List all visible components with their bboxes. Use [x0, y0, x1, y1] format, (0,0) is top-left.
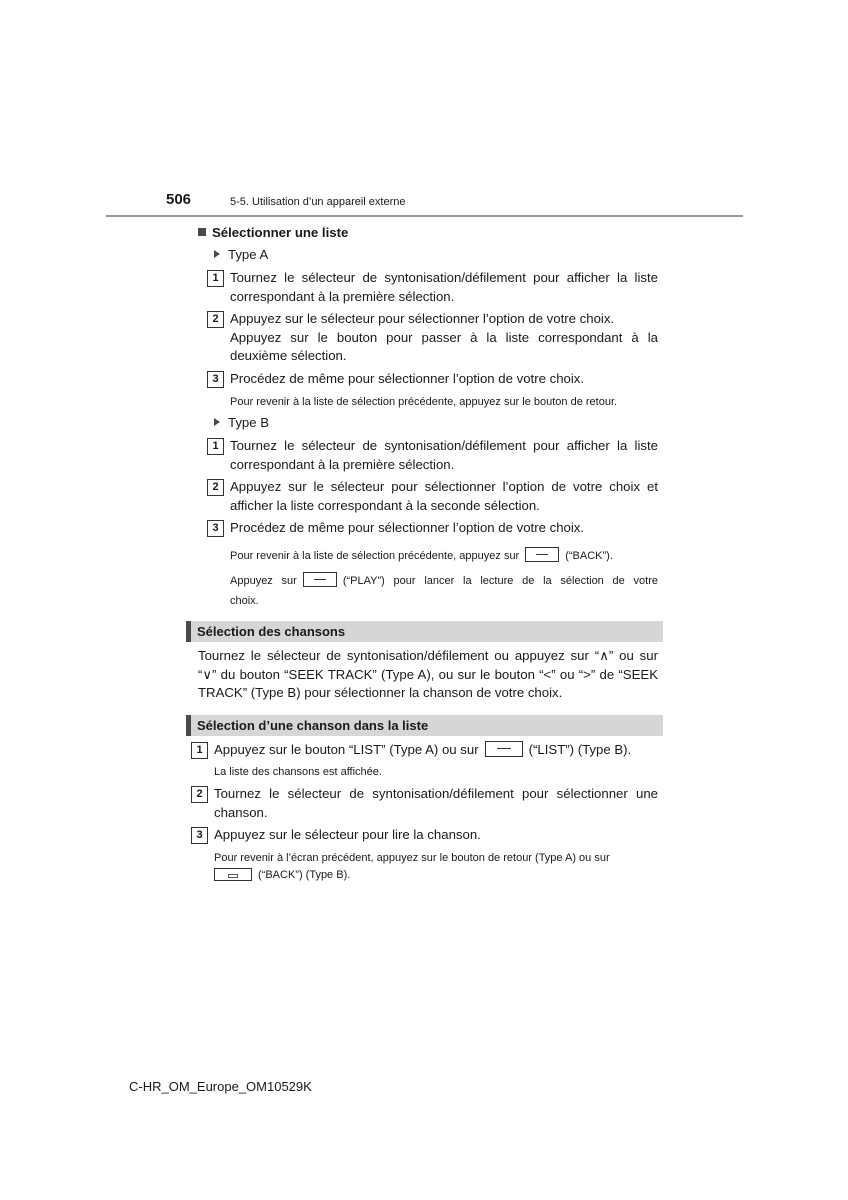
type-b-label: Type B: [214, 414, 269, 432]
song-list-step-2: Tournez le sélecteur de syntonisation/défilement pour sélectionner une chanson.: [214, 786, 658, 820]
back-button-icon: [214, 868, 252, 881]
song-list-step-3: Appuyez sur le sélecteur pour lire la chanson.: [214, 827, 481, 842]
type-a-step-3: Procédez de même pour sélectionner l’option de votre choix.: [230, 371, 585, 386]
header-divider: [106, 215, 743, 217]
type-a-label: Type A: [214, 246, 268, 264]
triangle-bullet-icon: [214, 418, 220, 426]
step-number-2: 2: [191, 786, 208, 803]
type-b-step-1: Tournez le sélecteur de syntonisation/défilement pour afficher la liste correspondant à la première sélection.: [230, 438, 658, 472]
step-number-1: 1: [207, 438, 224, 455]
list-button-icon: [485, 741, 523, 757]
step-number-1: 1: [191, 742, 208, 759]
page-number: 506: [166, 191, 192, 208]
select-list-heading: Sélectionner une liste: [198, 224, 348, 242]
type-b-note-back: Pour revenir à la liste de sélection précédente, appuyez sur (“BACK”).: [230, 547, 613, 565]
type-b-step-3: Procédez de même pour sélectionner l’option de votre choix.: [230, 520, 585, 535]
type-a-step-1: Tournez le sélecteur de syntonisation/défilement pour afficher la liste correspondant à la première sélection.: [230, 270, 658, 304]
type-a-step-2: Appuyez sur le sélecteur pour sélectionner l’option de votre choix. Appuyez sur le bouton pour passer à la liste correspondant à la deuxième sélection.: [230, 311, 658, 363]
section-heading-song-selection: Sélection des chansons: [186, 621, 663, 642]
step-number-3: 3: [207, 371, 224, 388]
song-selection-text: Tournez le sélecteur de syntonisation/défilement ou appuyez sur “∧” ou sur “∨” du bouton “SEEK TRACK” (Type A), ou sur le bouton “<” ou “>” de “SEEK TRACK” (Type B) pour sélectionner la chanson de votre choix.: [198, 648, 658, 700]
step-number-2: 2: [207, 311, 224, 328]
play-button-icon: [303, 572, 337, 587]
step-number-3: 3: [191, 827, 208, 844]
song-list-step-1-note: La liste des chansons est affichée.: [214, 766, 382, 778]
type-b-note-play: Appuyez sur (“PLAY”) pour lancer la lecture de la sélection de votre choix.: [230, 571, 658, 611]
song-list-step-1: Appuyez sur le bouton “LIST” (Type A) ou sur (“LIST”) (Type B).: [214, 742, 632, 757]
step-number-1: 1: [207, 270, 224, 287]
song-list-step-3-note: Pour revenir à l’écran précédent, appuyez sur le bouton de retour (Type A) ou sur (“BACK”) (Type B).: [214, 852, 610, 881]
document-code: C-HR_OM_Europe_OM10529K: [129, 1079, 312, 1094]
triangle-bullet-icon: [214, 250, 220, 258]
type-b-step-2: Appuyez sur le sélecteur pour sélectionner l’option de votre choix et afficher la liste correspondant à la seconde sélection.: [230, 479, 658, 513]
step-number-2: 2: [207, 479, 224, 496]
section-heading-song-from-list: Sélection d’une chanson dans la liste: [186, 715, 663, 736]
step-number-3: 3: [207, 520, 224, 537]
type-a-note: Pour revenir à la liste de sélection précédente, appuyez sur le bouton de retour.: [230, 396, 618, 408]
back-button-icon: [525, 547, 559, 562]
chapter-title: 5-5. Utilisation d’un appareil externe: [230, 196, 406, 208]
square-bullet-icon: [198, 228, 206, 236]
